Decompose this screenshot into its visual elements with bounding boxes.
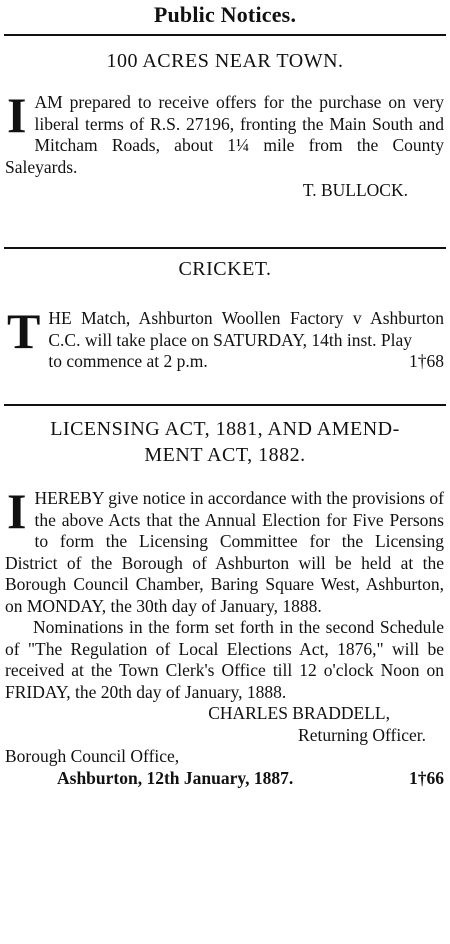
notice-2-ref: 1†68 [409, 351, 444, 371]
divider [4, 34, 446, 36]
notice-1-text: AM prepared to receive offers for the purchase on very liberal terms of R.S. 27196, fronting the Main South and Mitcham Roads, about 1¼ mile from the County Saleyards. [5, 92, 444, 177]
divider [4, 404, 446, 406]
notice-2-last-line [48, 351, 444, 373]
notice-3-title [0, 416, 450, 468]
notice-1-title: 100 ACRES NEAR TOWN. [106, 50, 344, 72]
notice-2-body [5, 303, 444, 373]
notice-3-title-line-2: MENT ACT, 1882. [144, 444, 306, 466]
divider [4, 247, 446, 249]
notice-3-paragraph-2: Nominations in the form set forth in the second Schedule of "The Regulation of Local Elections Act, 1876," will be received at the Town Clerk's Office till 12 o'clock Noon on FRIDAY, the 20th day of January, 1888. [5, 617, 444, 702]
notice-3-body [5, 483, 444, 789]
notice-3-paragraph-1: HEREBY give notice in accordance with the provisions of the above Acts that the Annual Election for Five Persons to form the Licensing Committee for the Licensing District of the Borough of Ashburton will be held at the Borough Council Chamber, Baring Square West, Ashburton, on MONDAY, the 30th day of January, 1888. [5, 488, 444, 616]
notice-3-title-line-1: LICENSING ACT, 1881, AND AMEND- [50, 418, 400, 440]
notice-2-text: HE Match, Ashburton Woollen Factory v Ashburton C.C. will take place on SATURDAY, 14th inst. Play [48, 308, 444, 350]
drop-cap: I [7, 87, 27, 143]
notice-3-signature-name: CHARLES BRADDELL, [208, 703, 390, 723]
notice-2-title: CRICKET. [178, 258, 272, 280]
notice-3-ref: 1†66 [409, 767, 444, 788]
notice-3-signature-title: Returning Officer. [298, 724, 426, 745]
notice-3-date-line [5, 768, 444, 790]
notice-3-office: Borough Council Office, [5, 746, 180, 766]
section-heading: Public Notices. [153, 2, 297, 27]
notice-2-time: to commence at 2 p.m. [48, 351, 208, 371]
notice-3-date: Ashburton, 12th January, 1887. [57, 767, 294, 788]
notice-1-body [5, 87, 444, 202]
notice-1-signature: T. BULLOCK. [302, 180, 408, 200]
drop-cap: T [7, 303, 41, 359]
drop-cap: I [7, 483, 27, 539]
